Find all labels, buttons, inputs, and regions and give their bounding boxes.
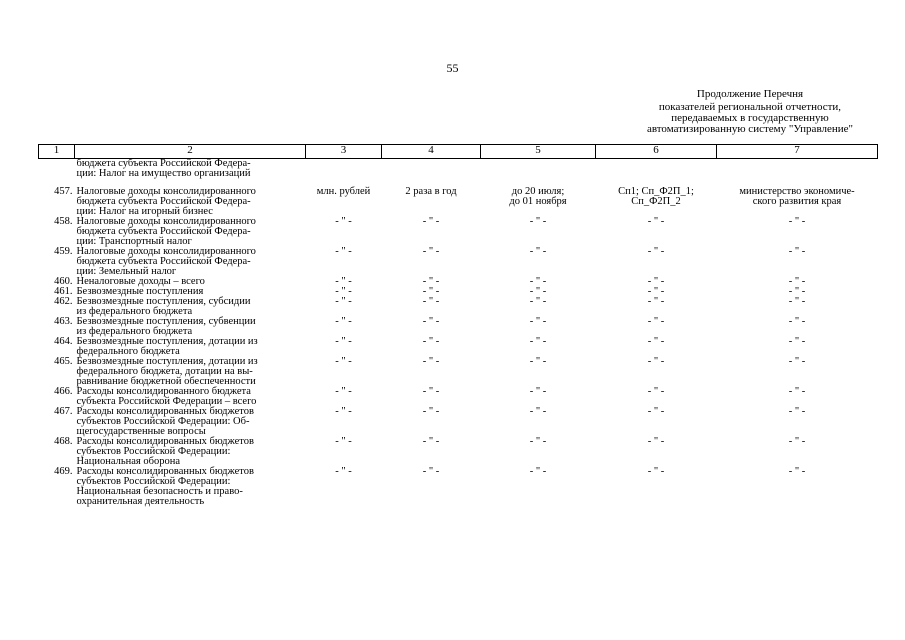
indicator-name-line: субъектов Российской Федерации: bbox=[76, 476, 231, 487]
deadline-cell bbox=[481, 437, 596, 467]
caption-line: автоматизированную систему "Управление" bbox=[646, 123, 854, 135]
indicator-name-line: Налоговые доходы консолидированного bbox=[76, 216, 256, 227]
indicator-name-line: бюджета субъекта Российской Федера- bbox=[76, 256, 251, 267]
organization-line: - " - bbox=[788, 286, 806, 297]
form-line: - " - bbox=[647, 336, 665, 347]
indicator-name bbox=[75, 217, 306, 247]
form-line: - " - bbox=[647, 356, 665, 367]
deadline-cell bbox=[481, 337, 596, 357]
indicator-name bbox=[75, 357, 306, 387]
deadline-cell bbox=[481, 297, 596, 317]
row-number: 463. bbox=[54, 316, 73, 327]
row-number: 467. bbox=[54, 406, 73, 417]
table-body bbox=[39, 159, 878, 508]
indicator-name-line: бюджета субъекта Российской Федера- bbox=[76, 196, 251, 207]
indicator-name-line: Налоговые доходы консолидированного bbox=[76, 246, 256, 257]
organization-line: - " - bbox=[788, 466, 806, 477]
form-line: - " - bbox=[647, 246, 665, 257]
indicator-name bbox=[75, 317, 306, 337]
table-row bbox=[39, 467, 878, 507]
frequency-cell: - " - bbox=[422, 356, 440, 367]
indicator-name-line: Расходы консолидированных бюджетов bbox=[76, 466, 254, 477]
form-cell bbox=[596, 297, 717, 317]
caption-line: передаваемых в государственную bbox=[671, 112, 829, 124]
form-cell bbox=[596, 357, 717, 387]
indicator-name-line: щегосударственные вопросы bbox=[76, 426, 206, 437]
frequency-cell: - " - bbox=[422, 286, 440, 297]
row-number: 460. bbox=[54, 276, 73, 287]
deadline-cell bbox=[481, 467, 596, 507]
form-cell bbox=[596, 217, 717, 247]
form-line: - " - bbox=[647, 296, 665, 307]
unit-cell: - " - bbox=[335, 296, 352, 307]
indicator-name-line: Национальная безопасность и право- bbox=[76, 486, 243, 497]
organization-cell bbox=[717, 337, 878, 357]
indicator-name-line: федерального бюджета bbox=[76, 346, 180, 357]
form-cell bbox=[596, 337, 717, 357]
frequency-cell: - " - bbox=[422, 436, 440, 447]
indicator-name-line: ции: Транспортный налог bbox=[76, 236, 192, 247]
form-cell bbox=[596, 407, 717, 437]
table-row bbox=[39, 357, 878, 387]
indicator-name bbox=[75, 407, 306, 437]
organization-line: - " - bbox=[788, 276, 806, 287]
row-number: 468. bbox=[54, 436, 73, 447]
indicator-name-line: Расходы консолидированного бюджета bbox=[76, 386, 251, 397]
table-row bbox=[39, 437, 878, 467]
indicator-name-line: субъектов Российской Федерации: Об- bbox=[76, 416, 250, 427]
indicator-name-line: Налоговые доходы консолидированного bbox=[76, 186, 256, 197]
column-header: 2 bbox=[75, 145, 306, 159]
indicator-name bbox=[75, 437, 306, 467]
column-header: 3 bbox=[306, 145, 382, 159]
indicator-name bbox=[75, 247, 306, 277]
indicator-name bbox=[75, 337, 306, 357]
indicator-name-line: Расходы консолидированных бюджетов bbox=[76, 406, 254, 417]
deadline-line: - " - bbox=[529, 356, 547, 367]
row-number: 465. bbox=[54, 356, 73, 367]
indicator-name-line: из федерального бюджета bbox=[76, 306, 193, 317]
frequency-cell: - " - bbox=[422, 276, 440, 287]
organization-line: - " - bbox=[788, 296, 806, 307]
deadline-line: - " - bbox=[529, 216, 547, 227]
deadline-line: - " - bbox=[529, 466, 547, 477]
frequency-cell: 2 раза в год bbox=[405, 186, 457, 197]
deadline-cell bbox=[481, 217, 596, 247]
frequency-cell: - " - bbox=[422, 386, 440, 397]
form-cell bbox=[596, 387, 717, 407]
frequency-cell: - " - bbox=[422, 316, 440, 327]
table-row bbox=[39, 407, 878, 437]
row-number: 462. bbox=[54, 296, 73, 307]
form-cell bbox=[596, 317, 717, 337]
column-header: 5 bbox=[481, 145, 596, 159]
indicator-name-line: Расходы консолидированных бюджетов bbox=[76, 436, 254, 447]
deadline-line: - " - bbox=[529, 296, 547, 307]
organization-cell bbox=[717, 437, 878, 467]
table-row bbox=[39, 337, 878, 357]
form-cell bbox=[596, 467, 717, 507]
unit-cell: - " - bbox=[335, 436, 352, 447]
indicator-name bbox=[75, 297, 306, 317]
table-header-row bbox=[39, 145, 878, 159]
form-line: - " - bbox=[647, 436, 665, 447]
indicator-name-line: ции: Налог на имущество организаций bbox=[76, 168, 251, 179]
organization-line: - " - bbox=[788, 246, 806, 257]
unit-cell: - " - bbox=[335, 276, 352, 287]
form-cell bbox=[596, 247, 717, 277]
organization-cell bbox=[717, 317, 878, 337]
organization-line: - " - bbox=[788, 436, 806, 447]
frequency-cell bbox=[382, 159, 481, 188]
unit-cell bbox=[306, 159, 382, 188]
indicator-name-line: Национальная оборона bbox=[76, 456, 180, 467]
deadline-cell bbox=[481, 187, 596, 217]
table-row bbox=[39, 187, 878, 217]
unit-cell: - " - bbox=[335, 246, 352, 257]
row-number: 458. bbox=[54, 216, 73, 227]
deadline-line: - " - bbox=[529, 316, 547, 327]
deadline-line: - " - bbox=[529, 386, 547, 397]
organization-line: - " - bbox=[788, 316, 806, 327]
organization-line: ского развития края bbox=[752, 196, 842, 207]
unit-cell: - " - bbox=[335, 286, 352, 297]
indicator-name-line: субъекта Российской Федерации – всего bbox=[76, 396, 257, 407]
form-line: - " - bbox=[647, 316, 665, 327]
deadline-line: до 20 июля; bbox=[511, 186, 565, 197]
table-caption bbox=[600, 89, 900, 135]
table-row bbox=[39, 387, 878, 407]
row-number: 464. bbox=[54, 336, 73, 347]
indicator-name-line: равнивание бюджетной обеспеченности bbox=[76, 376, 256, 387]
indicator-name bbox=[75, 159, 306, 188]
deadline-line: - " - bbox=[529, 276, 547, 287]
organization-line: - " - bbox=[788, 386, 806, 397]
organization-cell bbox=[717, 159, 878, 188]
deadline-cell bbox=[481, 387, 596, 407]
table-row bbox=[39, 247, 878, 277]
row-number: 466. bbox=[54, 386, 73, 397]
deadline-cell bbox=[481, 159, 596, 188]
organization-cell bbox=[717, 387, 878, 407]
form-line: - " - bbox=[647, 286, 665, 297]
indicator-name-line: Безвозмездные поступления, дотации из bbox=[76, 356, 258, 367]
caption-line: показателей региональной отчетности, bbox=[658, 101, 842, 113]
deadline-cell bbox=[481, 407, 596, 437]
indicator-name-line: охранительная деятельность bbox=[76, 496, 205, 507]
frequency-cell: - " - bbox=[422, 216, 440, 227]
organization-cell bbox=[717, 467, 878, 507]
form-line: - " - bbox=[647, 466, 665, 477]
organization-cell bbox=[717, 297, 878, 317]
unit-cell: млн. рублей bbox=[316, 186, 371, 197]
frequency-cell: - " - bbox=[422, 336, 440, 347]
form-cell bbox=[596, 159, 717, 188]
form-cell bbox=[596, 187, 717, 217]
organization-cell bbox=[717, 407, 878, 437]
unit-cell: - " - bbox=[335, 386, 352, 397]
form-line: - " - bbox=[647, 406, 665, 417]
form-cell bbox=[596, 437, 717, 467]
table-row bbox=[39, 217, 878, 247]
row-number: 461. bbox=[54, 286, 73, 297]
organization-cell bbox=[717, 357, 878, 387]
row-number: 459. bbox=[54, 246, 73, 257]
column-header: 1 bbox=[39, 145, 75, 159]
organization-cell bbox=[717, 247, 878, 277]
form-line: Сп1; Сп_Ф2П_1; bbox=[618, 186, 694, 197]
unit-cell: - " - bbox=[335, 356, 352, 367]
organization-line: - " - bbox=[788, 336, 806, 347]
unit-cell: - " - bbox=[335, 316, 352, 327]
form-line: - " - bbox=[647, 386, 665, 397]
page-number: 55 bbox=[446, 61, 459, 75]
row-number bbox=[39, 159, 75, 188]
form-line: Сп_Ф2П_2 bbox=[631, 196, 681, 207]
column-header: 7 bbox=[717, 145, 878, 159]
organization-line: - " - bbox=[788, 216, 806, 227]
indicator-name bbox=[75, 187, 306, 217]
organization-line: - " - bbox=[788, 406, 806, 417]
column-header: 4 bbox=[382, 145, 481, 159]
unit-cell: - " - bbox=[335, 216, 352, 227]
indicator-name-line: бюджета субъекта Российской Федера- bbox=[76, 158, 251, 169]
indicator-name-line: ции: Налог на игорный бизнес bbox=[76, 206, 213, 217]
frequency-cell: - " - bbox=[422, 296, 440, 307]
deadline-line: до 01 ноября bbox=[509, 196, 567, 207]
deadline-line: - " - bbox=[529, 406, 547, 417]
table-row bbox=[39, 297, 878, 317]
frequency-cell: - " - bbox=[422, 466, 440, 477]
form-line: - " - bbox=[647, 276, 665, 287]
indicator-name-line: Безвозмездные поступления bbox=[76, 286, 204, 297]
row-number: 457. bbox=[54, 186, 73, 197]
deadline-cell bbox=[481, 317, 596, 337]
unit-cell: - " - bbox=[335, 466, 352, 477]
indicator-name-line: субъектов Российской Федерации: bbox=[76, 446, 231, 457]
indicator-name bbox=[75, 467, 306, 507]
deadline-cell bbox=[481, 357, 596, 387]
deadline-line: - " - bbox=[529, 436, 547, 447]
indicator-name-line: Безвозмездные поступления, субвенции bbox=[76, 316, 256, 327]
table-row bbox=[39, 317, 878, 337]
indicator-name-line: Безвозмездные поступления, субсидии bbox=[76, 296, 251, 307]
row-number: 469. bbox=[54, 466, 73, 477]
unit-cell: - " - bbox=[335, 336, 352, 347]
indicator-name-line: федерального бюджета, дотации на вы- bbox=[76, 366, 253, 377]
frequency-cell: - " - bbox=[422, 246, 440, 257]
organization-cell bbox=[717, 187, 878, 217]
unit-cell: - " - bbox=[335, 406, 352, 417]
form-line: - " - bbox=[647, 216, 665, 227]
indicator-name-line: из федерального бюджета bbox=[76, 326, 193, 337]
indicator-name-line: бюджета субъекта Российской Федера- bbox=[76, 226, 251, 237]
indicator-name-line: Безвозмездные поступления, дотации из bbox=[76, 336, 258, 347]
indicator-name-line: ции: Земельный налог bbox=[76, 266, 177, 277]
organization-cell bbox=[717, 217, 878, 247]
indicator-table bbox=[38, 144, 878, 507]
column-header: 6 bbox=[596, 145, 717, 159]
deadline-line: - " - bbox=[529, 286, 547, 297]
caption-title: Продолжение Перечня bbox=[696, 88, 804, 100]
organization-line: министерство экономиче- bbox=[739, 186, 855, 197]
deadline-line: - " - bbox=[529, 336, 547, 347]
deadline-line: - " - bbox=[529, 246, 547, 257]
frequency-cell: - " - bbox=[422, 406, 440, 417]
table-row bbox=[39, 159, 878, 188]
organization-line: - " - bbox=[788, 356, 806, 367]
deadline-cell bbox=[481, 247, 596, 277]
indicator-name bbox=[75, 387, 306, 407]
indicator-name-line: Неналоговые доходы – всего bbox=[76, 276, 205, 287]
